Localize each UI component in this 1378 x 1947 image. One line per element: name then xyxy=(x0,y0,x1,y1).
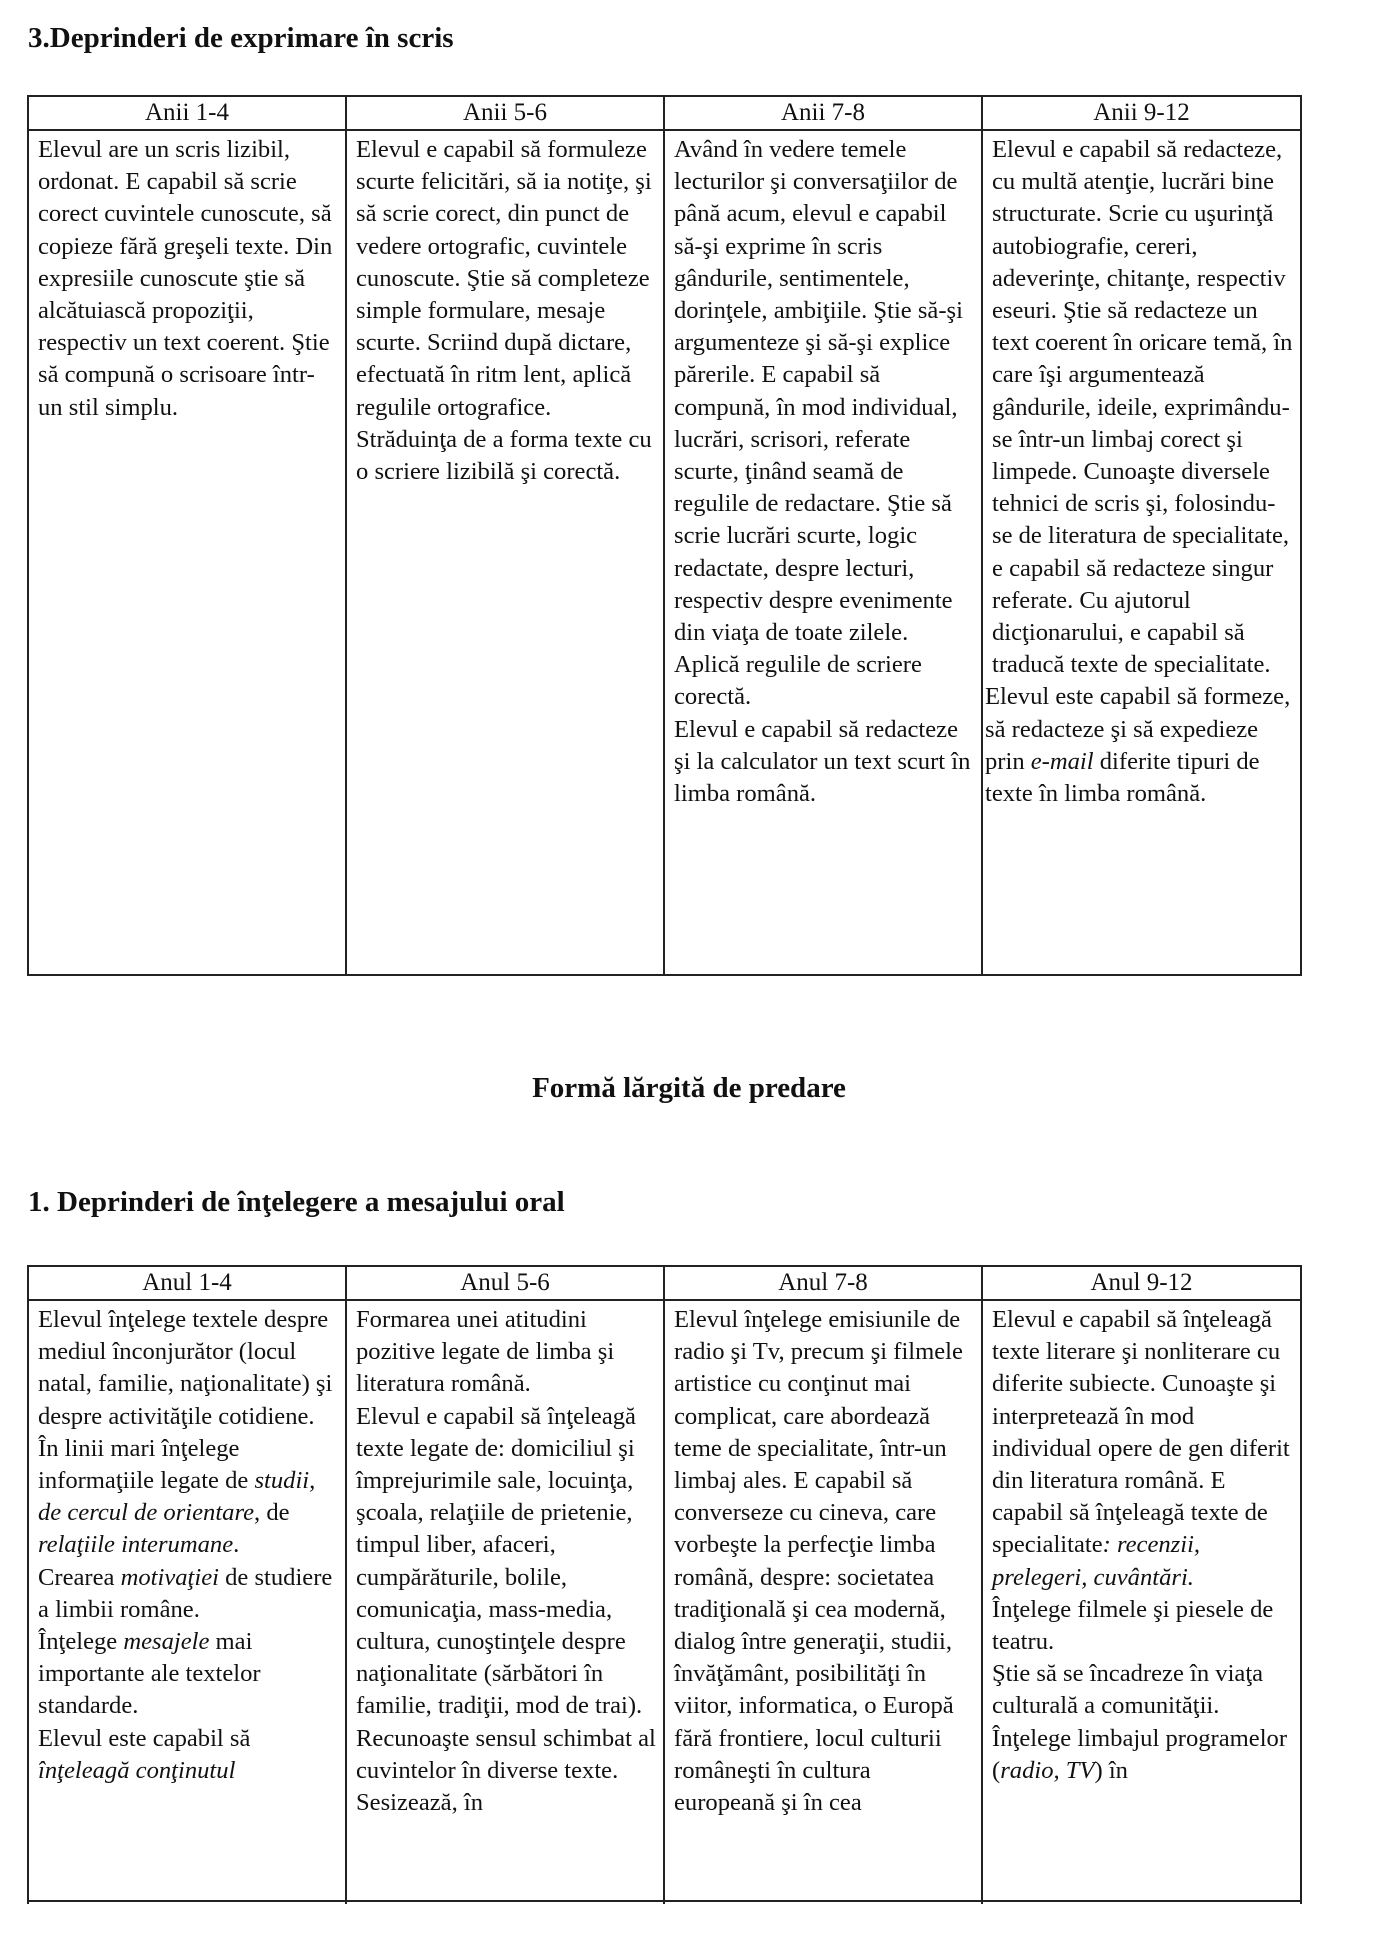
cell-paragraph: Elevul are un scris lizibil, ordonat. E capabil să scrie corect cuvintele cunoscute, să copieze fără greşeli texte. Din expresiile cunoscute ştie să alcătuiască propoziţii, respectiv un text coerent. Ştie să compună o scrisoare într-un stil simplu. xyxy=(38,136,333,421)
table-cell xyxy=(664,130,982,975)
table-row xyxy=(28,1300,1301,1904)
column-header: Anul 1-4 xyxy=(28,1266,346,1300)
cell-paragraph: Străduinţa de a forma texte cu o scriere lizibilă şi corectă. xyxy=(356,425,652,486)
table-header-row xyxy=(28,96,1301,130)
italic-run: : recenzii, prelegeri, cuvântări. xyxy=(992,1531,1201,1591)
cell-paragraph xyxy=(992,1723,1294,1787)
column-header: Anul 5-6 xyxy=(346,1266,664,1300)
cell-paragraph: Elevul e capabil să redacteze şi la calculator un text scurt în limba română. xyxy=(674,715,971,808)
oral-comprehension-table xyxy=(27,1265,1302,1904)
column-header: Anii 5-6 xyxy=(346,96,664,130)
cell-paragraph xyxy=(992,1304,1294,1594)
text-run: Elevul e capabil să înţeleagă texte literare şi nonliterare cu diferite subiecte. Cunoaşte şi interpretează în mod individual opere de gen diferit din literatura română. E capabil să înţeleagă texte de specialitate xyxy=(992,1306,1290,1559)
written-expression-table xyxy=(27,95,1302,976)
table-cell xyxy=(28,1300,346,1904)
text-run: Înţelege limbajul programelor ( xyxy=(992,1724,1288,1784)
text-run: mai importante ale textelor standarde. xyxy=(38,1628,261,1720)
column-header: Anii 7-8 xyxy=(664,96,982,130)
section-3-title: 3.Deprinderi de exprimare în scris xyxy=(28,22,454,54)
cell-paragraph: Înţelege filmele şi piesele de teatru. xyxy=(992,1595,1274,1656)
table-cell xyxy=(982,1300,1301,1904)
cell-paragraph xyxy=(985,681,1294,810)
italic-run: radio, TV xyxy=(1000,1756,1095,1784)
table-header-row xyxy=(28,1266,1301,1300)
table-row xyxy=(28,130,1301,975)
text-run: Înţelege xyxy=(38,1628,124,1656)
cell-paragraph: Elevul e capabil să formuleze scurte felicitări, să ia notiţe, şi să scrie corect, din punct de vedere ortografic, cuvintele cunoscute. Ştie să completeze simple formulare, mesaje scurte. Scriind după dictare, efectuată în ritm lent, aplică regulile ortografice. xyxy=(356,136,652,421)
cell-paragraph xyxy=(38,1562,339,1626)
cell-paragraph xyxy=(38,1626,339,1723)
cell-paragraph xyxy=(38,1723,339,1787)
column-header: Anul 9-12 xyxy=(982,1266,1301,1300)
table-cell xyxy=(346,130,664,975)
italic-run: mesajele xyxy=(123,1628,210,1656)
table-bottom-border xyxy=(27,1900,1300,1902)
cell-paragraph xyxy=(38,1433,339,1562)
text-run: de studiere a limbii române. xyxy=(38,1563,333,1623)
cell-paragraph: Elevul înţelege textele despre mediul înconjurător (locul natal, familie, naţionalitate) şi despre activităţile cotidiene. xyxy=(38,1306,333,1430)
column-header: Anul 7-8 xyxy=(664,1266,982,1300)
text-run: Elevul este capabil să xyxy=(38,1724,251,1752)
italic-run: e-mail xyxy=(1030,747,1094,775)
italic-run: relaţiile interumane xyxy=(38,1531,234,1559)
table-cell xyxy=(664,1300,982,1904)
text-run: , de xyxy=(254,1499,290,1527)
cell-paragraph: Elevul înţelege emisiunile de radio şi Tv, precum şi filmele artistice cu conţinut mai complicat, care abordează teme de specialitate, într-un limbaj ales. E capabil să converseze cu cineva, care vorbeşte la perfecţie limba română, despre: societatea tradiţională şi cea modernă, dialog între generaţii, studii, învăţământ, posibilităţi în viitor, informatica, o Europă fără frontiere, locul culturii româneşti în cultura europeană şi în cea xyxy=(674,1306,963,1817)
italic-run: studii, de cercul de orientare xyxy=(38,1467,316,1527)
cell-paragraph: Având în vedere temele lecturilor şi conversaţiilor de până acum, elevul e capabil să-şi exprime în scris gândurile, sentimentele, dorinţele, ambiţiile. Ştie să-şi argumenteze şi să-şi explice părerile. E capabil să compună, în mod individual, lucrări, scrisori, referate scurte, ţinând seamă de regulile de redactare. Ştie să scrie lucrări scurte, logic redactate, despre lecturi, respectiv despre evenimente din viaţa de toate zilele. xyxy=(674,136,963,647)
table-cell xyxy=(346,1300,664,1904)
text-run: diferite tipuri de texte în limba română. xyxy=(985,747,1260,808)
italic-run: înţeleagă conţinutul xyxy=(38,1756,236,1784)
text-run: . xyxy=(233,1531,240,1559)
text-run: Elevul este capabil să formeze, să redacteze şi să expedieze prin xyxy=(985,683,1291,775)
text-run: În linii mari înţelege informaţiile legate de xyxy=(38,1434,255,1495)
column-header: Anii 9-12 xyxy=(982,96,1301,130)
cell-paragraph: Ştie să se încadreze în viaţa culturală a comunităţii. xyxy=(992,1660,1264,1720)
table-cell xyxy=(28,130,346,975)
text-run: ) în xyxy=(1094,1756,1128,1784)
cell-paragraph: Elevul e capabil să înţeleagă texte legate de: domiciliul şi împrejurimile sale, locuinţa, şcoala, relaţiile de prietenie, timpul liber, afaceri, cumpărăturile, bolile, comunicaţia, mass-media, cultura, cunoştinţele despre naţionalitate (sărbători în familie, tradiţii, mod de trai). Recunoaşte sensul schimbat al cuvintelor în diverse texte. Sesizează, în xyxy=(356,1402,656,1817)
text-run: Crearea xyxy=(38,1563,121,1591)
cell-paragraph: Formarea unei atitudini pozitive legate de limba şi literatura română. xyxy=(356,1306,615,1398)
cell-paragraph: Aplică regulile de scriere corectă. xyxy=(674,651,922,711)
column-header: Anii 1-4 xyxy=(28,96,346,130)
italic-run: motivaţiei xyxy=(120,1563,219,1591)
section-1-title: 1. Deprinderi de înţelegere a mesajului oral xyxy=(28,1186,565,1218)
table-cell xyxy=(982,130,1301,975)
middle-title: Formă lărgită de predare xyxy=(532,1072,846,1104)
cell-paragraph: Elevul e capabil să redacteze, cu multă atenţie, lucrări bine structurate. Scrie cu uşurinţă autobiografie, cereri, adeverinţe, chitanţe, respectiv eseuri. Ştie să redacteze un text coerent în oricare temă, în care îşi argumentează gândurile, ideile, exprimându-se într-un limbaj corect şi limpede. Cunoaşte diversele tehnici de scris şi, folosindu-se de literatura de specialitate, e capabil să redacteze singur referate. Cu ajutorul dicţionarului, e capabil să traducă texte de specialitate. xyxy=(992,136,1293,679)
